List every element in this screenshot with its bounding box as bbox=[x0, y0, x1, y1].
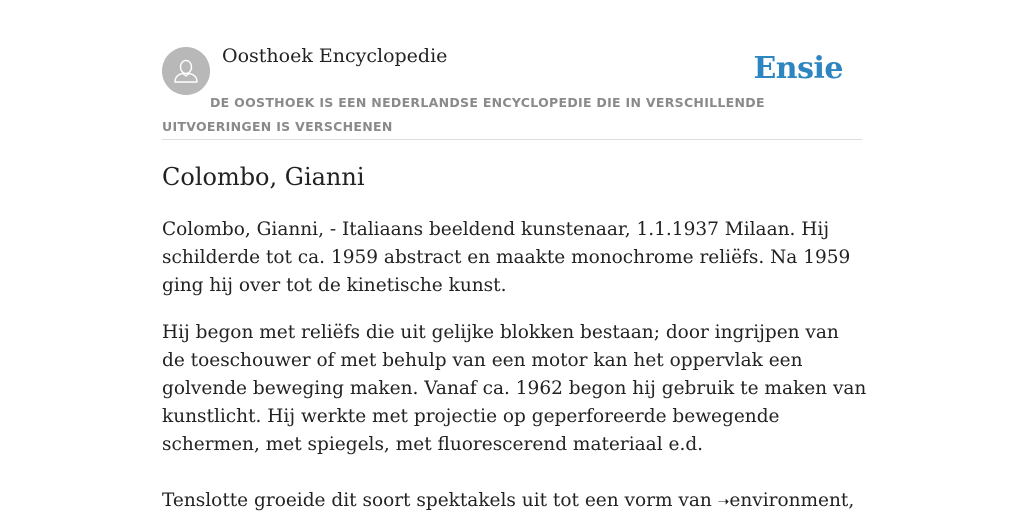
article-paragraph-3 bbox=[162, 487, 867, 512]
article-paragraph-1: Colombo, Gianni, - Italiaans beeldend kunstenaar, 1.1.1937 Milaan. Hij schilderde tot ca. 1959 abstract en maakte monochrome reliëfs. Na 1959 ging hij over tot de kinetische kunst. bbox=[162, 219, 851, 296]
source-tagline: DE OOSTHOEK IS EEN NEDERLANDSE ENCYCLOPEDIE DIE IN VERSCHILLENDE UITVOERINGEN IS VERSCHENEN bbox=[162, 95, 765, 134]
brand-logo[interactable]: Ensie bbox=[753, 51, 843, 86]
article-paragraph-2: Hij begon met reliëfs die uit gelijke blokken bestaan; door ingrijpen van de toeschouwer of met behulp van een motor kan het oppervlak een golvende beweging maken. Vanaf ca. 1962 begon hij gebruik te maken van kunstlicht. Hij werkte met projectie op geperforeerde bewegende schermen, met spiegels, met fluorescerend materiaal e.d. bbox=[162, 322, 867, 455]
paragraph-3-text-after: , bbox=[848, 490, 855, 511]
header-divider bbox=[162, 139, 862, 140]
link-arrow-icon: ➝ bbox=[717, 494, 730, 510]
environment-link-label: environment bbox=[729, 490, 849, 511]
user-outline-icon[interactable] bbox=[162, 47, 210, 95]
source-header bbox=[162, 0, 862, 140]
paragraph-3-text-before: Tenslotte groeide dit soort spektakels uit tot een vorm van bbox=[162, 490, 718, 511]
source-title[interactable]: Oosthoek Encyclopedie bbox=[222, 45, 448, 67]
article-title: Colombo, Gianni bbox=[162, 163, 365, 191]
content-column bbox=[162, 0, 867, 511]
environment-link[interactable] bbox=[718, 490, 849, 511]
